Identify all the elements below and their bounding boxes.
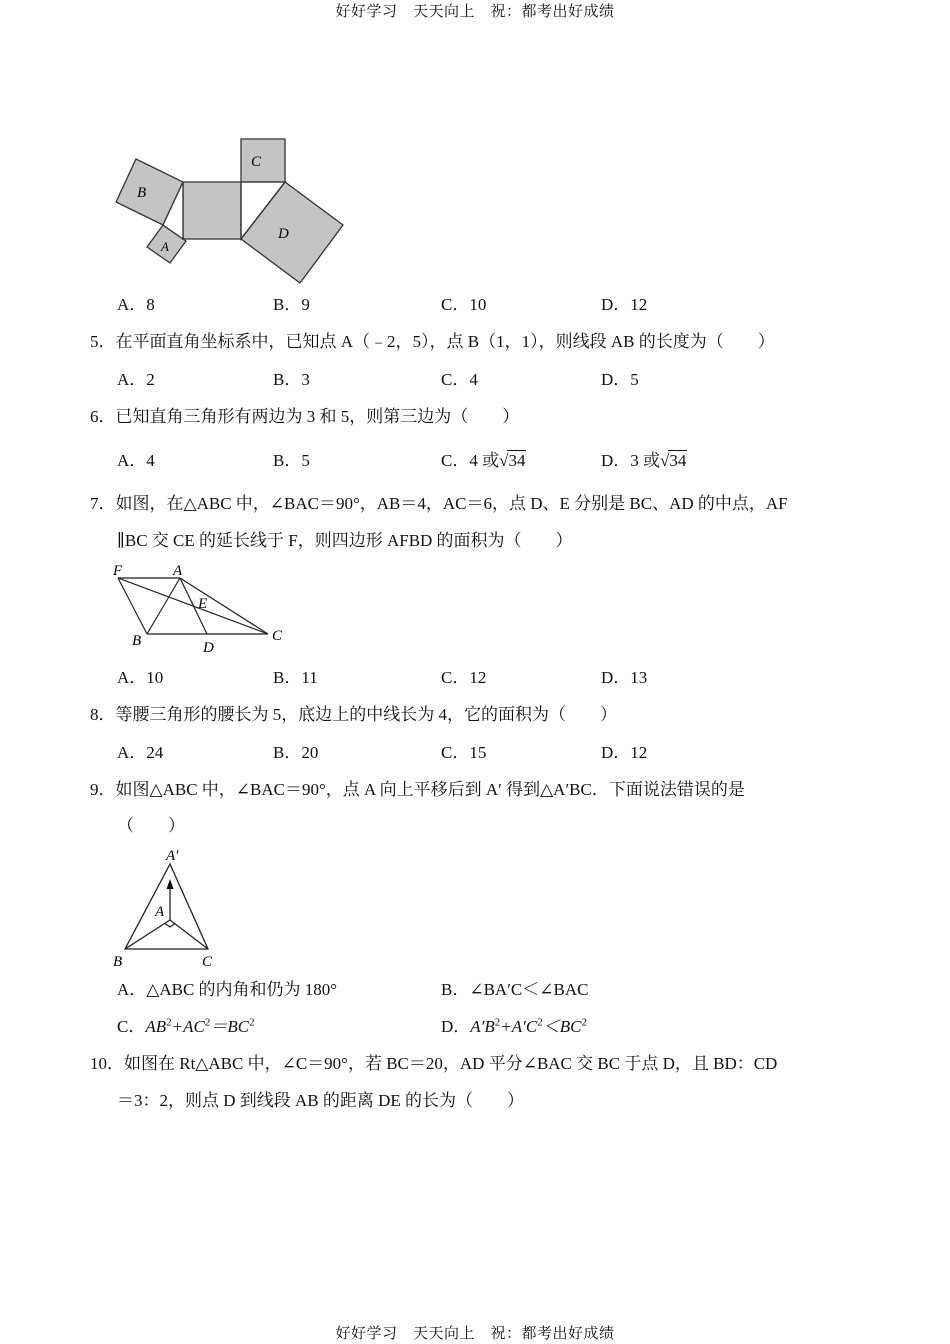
q5-option-d[interactable]: D．5 [601,370,639,389]
term: +AC [171,1017,205,1036]
q9-option-b[interactable]: B．∠BA′C＜∠BAC [441,980,589,999]
square-d [241,182,343,283]
q9-option-c-prefix: C． [117,1017,146,1036]
q10-stem-line2: ＝3：2，则点 D 到线段 AB 的距离 DE 的长为（ ） [117,1091,525,1110]
q10-stem-line1: 10．如图在 Rt△ABC 中，∠C＝90°，若 BC＝20，AD 平分∠BAC 交 BC 于点 D，且 BD：CD [90,1054,778,1073]
term: AB [145,1017,167,1036]
term: A′B [470,1017,495,1036]
q7-option-a[interactable]: A．10 [117,668,164,687]
square-c [241,139,285,182]
q7-stem-line2: ∥BC 交 CE 的延长线于 F，则四边形 AFBD 的面积为（ ） [117,531,573,550]
q8-option-c[interactable]: C．15 [441,743,487,762]
exponent: 2 [581,1016,587,1029]
q9-option-d[interactable] [441,1016,587,1038]
q9-option-c[interactable] [117,1016,255,1038]
sqrt-sign: √ [499,451,509,470]
q7-quadrilateral-figure [110,560,290,660]
term: ＜BC [542,1017,582,1036]
q5-stem: 5．在平面直角坐标系中，已知点 A（﹣2，5），点 B（1，1），则线段 AB 的长度为（ ） [90,332,775,351]
q7-option-c[interactable]: C．12 [441,668,487,687]
q6-option-c-radicand: 34 [508,451,526,470]
label-c: C [202,954,213,970]
q7-option-b[interactable]: B．11 [273,668,318,687]
q9-stem-line1: 9．如图△ABC 中，∠BAC＝90°，点 A 向上平移后到 A′ 得到△A′BC．下面说法错误的是 [90,780,745,799]
segment-ab [147,578,180,634]
q8-stem: 8．等腰三角形的腰长为 5，底边上的中线长为 4，它的面积为（ ） [90,705,617,724]
label-b: B [132,633,142,649]
segment-fb [118,578,147,634]
label-a-prime: A′ [166,848,179,864]
q6-option-d-prefix: D．3 或 [601,451,661,470]
q6-option-b[interactable]: B．5 [273,451,310,470]
q6-option-c-prefix: C．4 或 [441,451,500,470]
label-a: A [155,904,165,920]
exponent: 2 [249,1016,255,1029]
exponent: 2 [166,1016,172,1029]
triangle-a-prime-bc [125,864,208,949]
label-c: C [272,628,283,644]
q9-triangle-figure [110,842,230,972]
right-angle-mark [165,924,175,928]
page-header: 好好学习 天天向上 祝：都考出好成绩 [335,2,615,20]
q5-option-c[interactable]: C．4 [441,370,478,389]
sqrt-sign: √ [660,451,670,470]
exponent: 2 [537,1016,543,1029]
q6-option-a[interactable]: A．4 [117,451,155,470]
exponent: 2 [494,1016,501,1029]
q4-option-c[interactable]: C．10 [441,295,487,314]
label-f: F [113,563,123,579]
label-a: A [161,239,169,254]
q9-option-a[interactable]: A．△ABC 的内角和仍为 180° [117,980,338,999]
q4-option-a[interactable]: A．8 [117,295,155,314]
label-b: B [137,185,147,201]
term: +A′C [500,1017,538,1036]
label-d: D [278,226,289,242]
q8-option-a[interactable]: A．24 [117,743,164,762]
exponent: 2 [204,1016,211,1029]
segment-ac [170,920,208,949]
term: ＝BC [210,1017,250,1036]
q6-option-c[interactable] [441,450,526,472]
q7-option-d[interactable]: D．13 [601,668,648,687]
arrow-head [167,879,174,889]
label-c: C [251,154,262,170]
label-a: A [173,563,183,579]
square-center [183,182,241,239]
segment-ab [125,920,170,949]
q6-option-d-radicand: 34 [669,451,687,470]
q9-stem-line2: （ ） [117,816,185,835]
q4-squares-figure [110,135,350,285]
q9-option-d-prefix: D． [441,1017,471,1036]
q6-stem: 6．已知直角三角形有两边为 3 和 5，则第三边为（ ） [90,407,520,426]
label-e: E [198,596,208,612]
q4-option-d[interactable]: D．12 [601,295,648,314]
q8-option-d[interactable]: D．12 [601,743,648,762]
q5-option-a[interactable]: A．2 [117,370,155,389]
label-b: B [113,954,123,970]
q8-option-b[interactable]: B．20 [273,743,319,762]
q4-option-b[interactable]: B．9 [273,295,310,314]
q5-option-b[interactable]: B．3 [273,370,310,389]
label-d: D [203,640,214,656]
page-footer: 好好学习 天天向上 祝：都考出好成绩 [335,1324,615,1342]
q6-option-d[interactable] [601,450,687,472]
q7-stem-line1: 7．如图，在△ABC 中，∠BAC＝90°，AB＝4，AC＝6，点 D、E 分别是 BC、AD 的中点，AF [90,494,788,513]
